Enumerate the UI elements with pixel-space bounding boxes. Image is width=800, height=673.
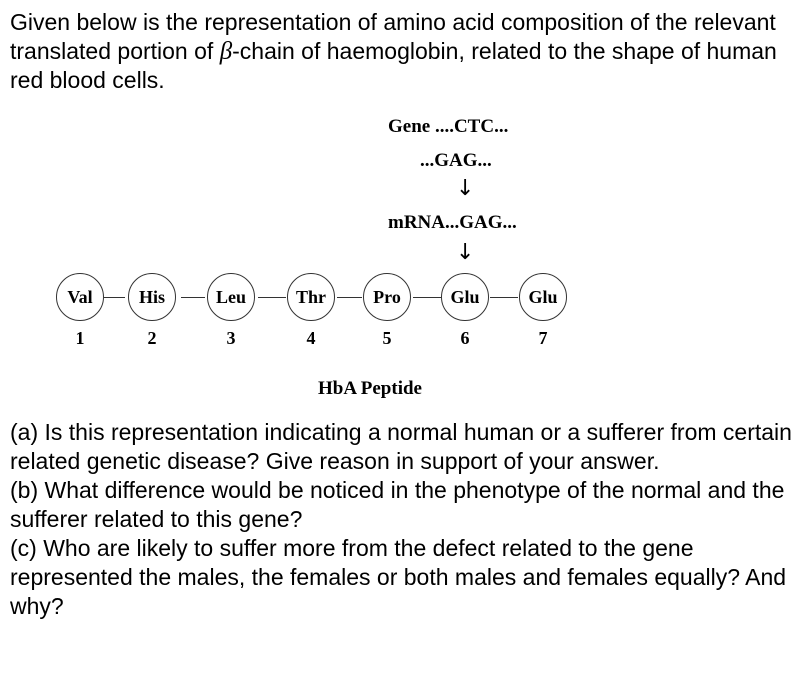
amino-acid-5: Pro	[363, 273, 411, 321]
peptide-bond	[181, 297, 205, 298]
question-c: (c) Who are likely to suffer more from the defect related to the gene represented the males, the females or both males and females equally? And why?	[10, 535, 787, 619]
position-number: 2	[147, 328, 157, 348]
question-intro	[10, 8, 795, 95]
beta-symbol: β	[219, 38, 233, 65]
peptide-bond	[337, 297, 362, 298]
amino-acid-4: Thr	[287, 273, 335, 321]
mrna-label: mRNA...GAG...	[388, 212, 517, 233]
position-number: 1	[75, 328, 85, 348]
question-b: (b) What difference would be noticed in the phenotype of the normal and the sufferer related to this gene?	[10, 477, 785, 532]
peptide-bond	[104, 297, 125, 298]
diagram-caption: HbA Peptide	[318, 378, 422, 399]
down-arrow-icon: ↓	[456, 240, 475, 265]
position-number: 6	[460, 328, 470, 348]
intro-text-part2: -chain of haemoglobin, related to the shape of human red blood cells.	[10, 38, 777, 93]
gene-complement-label: ...GAG...	[420, 150, 492, 171]
peptide-bond	[258, 297, 286, 298]
intro-text-part1: Given below is the representation of amino acid composition of the relevant translated portion of	[10, 9, 776, 64]
amino-acid-2: His	[128, 273, 176, 321]
down-arrow-icon: ↓	[456, 176, 475, 201]
question-list	[10, 418, 795, 621]
amino-acid-7: Glu	[519, 273, 567, 321]
amino-acid-3: Leu	[207, 273, 255, 321]
position-number: 4	[306, 328, 316, 348]
gene-label: Gene ....CTC...	[388, 116, 509, 137]
position-number: 7	[538, 328, 548, 348]
peptide-bond	[490, 297, 518, 298]
amino-acid-6: Glu	[441, 273, 489, 321]
peptide-bond	[413, 297, 441, 298]
question-a: (a) Is this representation indicating a normal human or a sufferer from certain related genetic disease? Give reason in support of your answer.	[10, 419, 792, 474]
position-number: 5	[382, 328, 392, 348]
position-number: 3	[226, 328, 236, 348]
amino-acid-1: Val	[56, 273, 104, 321]
